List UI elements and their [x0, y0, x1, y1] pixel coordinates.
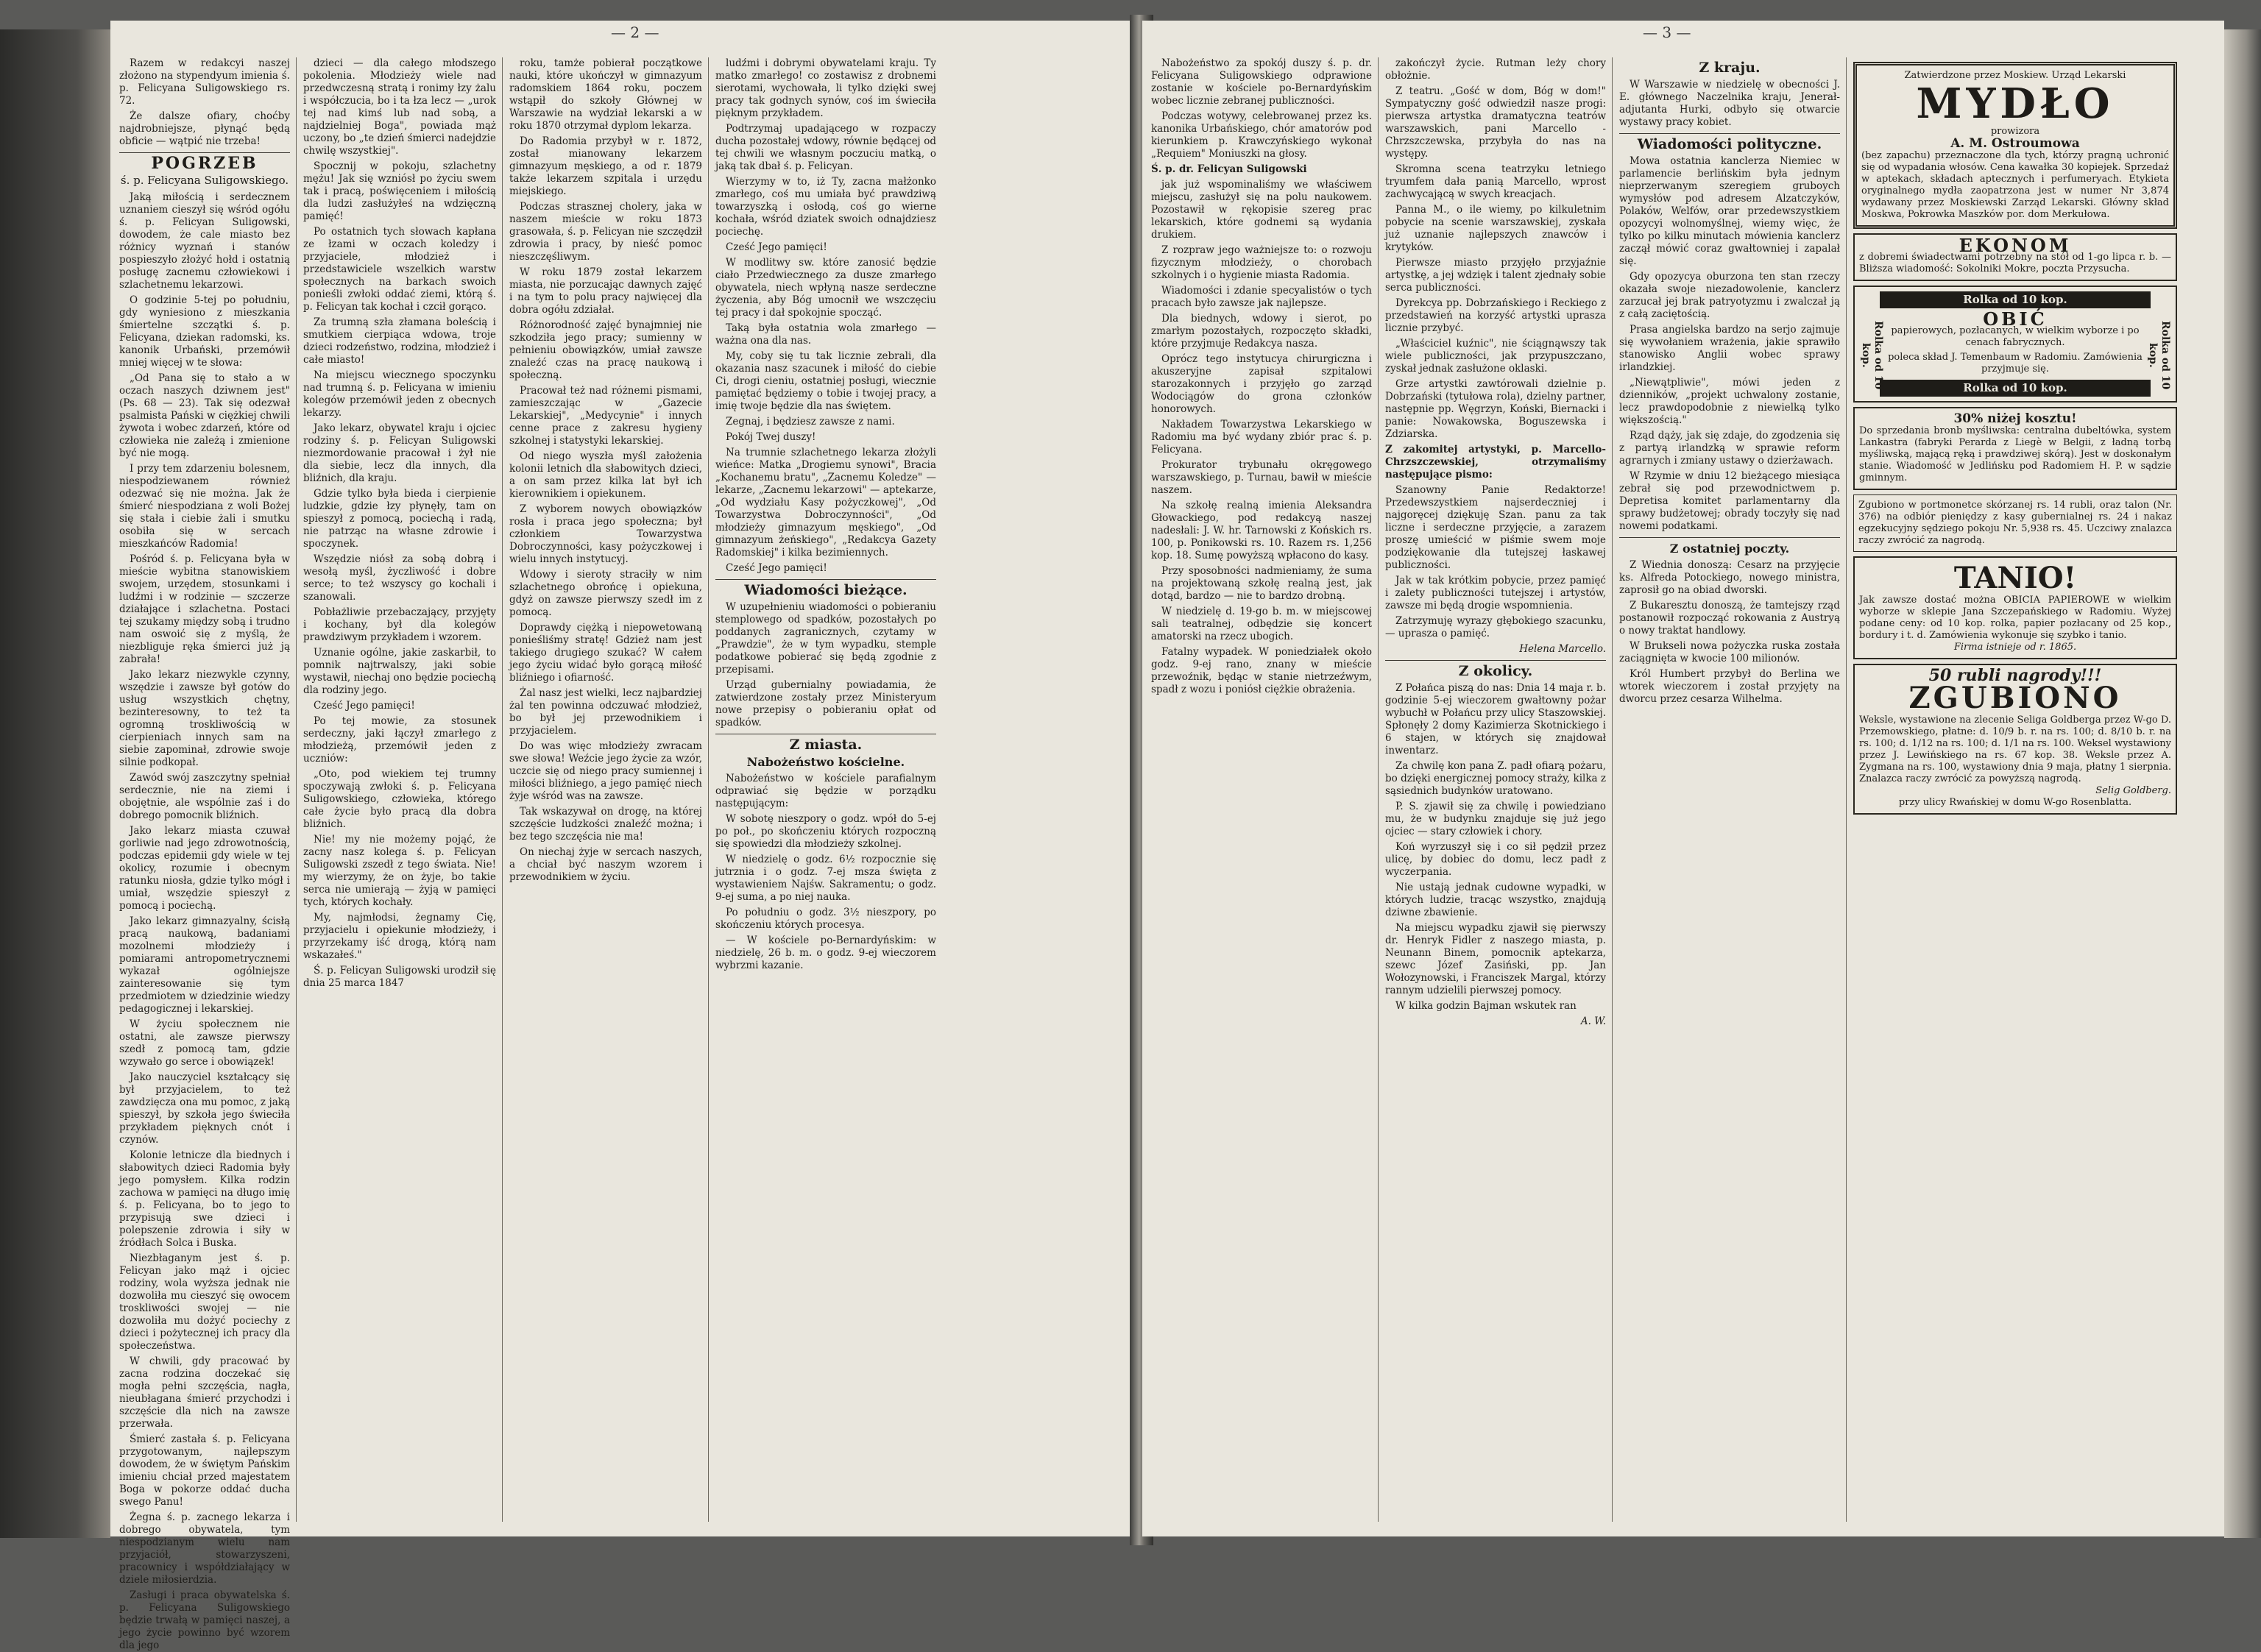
ad-steward — [1853, 233, 2177, 281]
paragraph: Z Bukaresztu donoszą, że tamtejszy rząd postanowił rozpocząć rokowania z Austryą o nowy traktat handlowy. — [1619, 600, 1840, 637]
paragraph: Śmierć zastała ś. p. Felicyana przygotowanym, najlepszym dowodem, że w świętym Pańskim imieniu chciał przed majestatem Boga w pokorze oddać ducha swego Panu! — [119, 1433, 290, 1508]
paragraph: Za trumną szła złamana boleścią i smutkiem cierpiąca wdowa, troje dzieci rodzeństwo, rodzina, młodzież i całe miasto! — [303, 316, 496, 366]
paragraph: zakończył życie. Rutman leży chory obłożnie. — [1385, 57, 1606, 82]
paragraph: Nakładem Towarzystwa Lekarskiego w Radomiu ma być wydany zbiór prac ś. p. Felicyana. — [1151, 419, 1372, 455]
paragraph: Że dalsze ofiary, choćby najdrobniejsze, płynąć będą obficie — wątpić nie trzeba! — [119, 110, 290, 147]
political-news — [1619, 155, 1840, 533]
memorial-mass-note — [1151, 57, 1372, 160]
column-rule — [502, 57, 503, 1522]
newspaper-page-left — [110, 21, 1139, 1651]
obituary-heading: Ś. p. dr. Felicyan Suligowski — [1151, 163, 1307, 175]
paragraph: Z teatru. „Gość w dom, Bóg w dom!" Sympatyczny gość odwiedził nasze progi: pierwsza artystka dramatyczna teatrów warszawskich, pani Marcello - Chrzszczewska, przybyła do nas na występy. — [1385, 85, 1606, 160]
divider — [119, 152, 290, 153]
funeral-article-continued — [303, 57, 496, 990]
book-edge-right — [2224, 29, 2261, 1538]
paragraph: My, najmłodsi, żegnamy Cię, przyjacielu i opiekunie młodzieży, i przyrzekamy iść drogą, którą nam wskazałeś." — [303, 912, 496, 961]
paragraph: Tak wskazywał on drogę, na której szczęście ludzkości znaleźć można; i bez tego szczęścia nie ma! — [509, 806, 702, 843]
ad-lost-bills-address: przy ulicy Rwańskiej w domu W-go Rosenblatta. — [1898, 797, 2132, 808]
current-news-heading: Wiadomości bieżące. — [744, 582, 907, 598]
paragraph: Pracował też nad różnemi pismami, zamieszczając w „Gazecie Lekarskiej", „Medycynie" i innych cenne prace z zakresu hygieny szkolnej i statystyki lekarskiej. — [509, 385, 702, 447]
ad-steward-title: EKONOM — [1959, 235, 2072, 256]
ad-lost-bills — [1853, 664, 2177, 815]
paragraph: Wszędzie niósł za sobą dobrą i wesołą myśl, życzliwość i dobre serce; to też wszyscy go kochali i szanowali. — [303, 553, 496, 603]
paragraph: „Oto, pod wiekiem tej trumny spoczywają zwłoki ś. p. Felicyana Suligowskiego, człowieka, którego całe życie było pracą dla dobra bliźnich. — [303, 768, 496, 830]
ad-lost-wallet — [1853, 494, 2177, 552]
paragraph: Żal nasz jest wielki, lecz najbardziej żal ten powinna odczuwać młodzież, bo był jej przewodnikiem i przyjacielem. — [509, 687, 702, 737]
paragraph: W niedzielę o godz. 6½ rozpocznie się jutrznia i o godz. 7-ej msza święta z wystawieniem Najśw. Sakramentu; o godz. 9-ej suma, a po niej nauka. — [715, 854, 936, 903]
ad-soap-sub: prowizora — [1990, 126, 2040, 137]
paragraph: Jako lekarz niezwykle czynny, wszędzie i zawsze był gotów do usług wszystkich chętny, bezinteresowny, to też ta ogromną troskliwością w cierpieniach innych sam na siebie zapominał, zdrowie swoje silnie podkopał. — [119, 669, 290, 768]
current-news — [715, 601, 936, 729]
paragraph: Do Radomia przybył w r. 1872, został mianowany lekarzem gimnazyum męskiego, a od r. 1879 także lekarzem szpitala i urzędu miejskiego. — [509, 135, 702, 197]
column-3 — [509, 57, 702, 1522]
paragraph: Pobłażliwie przebaczający, przyjęty i kochany, był dla kolegów prawdziwym przykładem i wzorem. — [303, 606, 496, 643]
paragraph: Zegnaj, i będziesz zawsze z nami. — [726, 416, 895, 428]
paragraph: Zasługi i praca obywatelska ś. p. Felicyana Suligowskiego będzie trwałą w pamięci naszej, a jego życie powinno być wzorem dla jego — [119, 1589, 290, 1651]
column-rule — [1378, 57, 1379, 1522]
paragraph: Fatalny wypadek. W poniedziałek około godz. 9-ej rano, znany w mieście przewoźnik, będąc w stanie nietrzeźwym, spadł z wozu i poniósł ciężkie obrażenia. — [1151, 646, 1372, 695]
paragraph: Po ostatnich tych słowach kapłana ze łzami w oczach koledzy i przyjaciele, młodzież i przedstawiciele wszelkich warstw społecznych na barkach swoich ponieśli zwłoki oddać ziemi, którą ś. p. Felicyan tak kochał i czcił gorąco. — [303, 226, 496, 313]
paragraph: Koń wyrzuszył się i co sił pędził przez ulicę, by dobiec do domu, lecz padł z wyczerpania. — [1385, 841, 1606, 878]
paragraph: W życiu społecznem nie ostatni, ale zawsze pierwszy szedł z pomocą tam, gdzie wzywało go serce i obowiązek! — [119, 1018, 290, 1068]
ad-wallpaper-strip-bottom: Rolka od 10 kop. — [1880, 380, 2151, 397]
page-number: — 2 — — [611, 24, 659, 41]
paragraph: Zawód swój zaszczytny spełniał serdecznie, nie na ziemi i obojętnie, ale wspólnie zaś i do dobrego pomocnik bliźnich. — [119, 772, 290, 821]
country-news — [1619, 79, 1840, 129]
paragraph: jak już wspominaliśmy we właściwem miejscu, zasłużył się na polu naukowem. Pozostawił w rękopisie szereg prac lekarskich, które godnemi są wydania drukiem. — [1151, 179, 1372, 241]
paragraph: Grze artystki zawtórowali dzielnie p. Dobrzański (tytułowa rola), dzielny partner, następnie pp. Węgrzyn, Koński, Biernacki i panie: Nowakowska, Boguszewska i Zdziarska. — [1385, 378, 1606, 440]
ad-soap — [1853, 62, 2177, 229]
ad-wallpaper-side-left: Rolka od 10 kop. — [1860, 320, 1884, 390]
paragraph: roku, tamże pobierał początkowe nauki, które ukończył w gimnazyum radomskiem 1864 roku, poczem wstąpił do szkoły Głównej w Warszawie na wydział lekarski a w roku 1870 otrzymał dyplom lekarza. — [509, 57, 702, 132]
column-rule — [708, 57, 709, 1522]
paragraph: Ś. p. Felicyan Suligowski urodził się dnia 25 marca 1847 — [303, 965, 496, 989]
paragraph: Jako lekarz miasta czuwał gorliwie nad jego zdrowotnością, podczas epidemii gdy wiele w tej okolicy, rozumie i obecnym ratunku niosła, gdzie tylko mógł i umiał, wszędzie spieszył z pomocą i pociechą. — [119, 825, 290, 912]
paragraph: Podczas wotywy, celebrowanej przez ks. kanonika Urbańskiego, chór amatorów pod kierunkiem p. Krawczyńskiego wykonał „Requiem" Moniuszki na głosy. — [1151, 110, 1372, 160]
paragraph: Jak w tak krótkim pobycie, przez pamięć i zalety publiczności tutejszej i artystów, zawsze mi będą drogie wspomnienia. — [1385, 575, 1606, 611]
column-1 — [119, 57, 290, 1651]
paragraph: Pierwsze miasto przyjęło przyjaźnie artystkę, a jej wdzięk i talent zjednały sobie serca publiczności. — [1385, 257, 1606, 294]
paragraph: Różnorodność zajęć bynajmniej nie szkodziła jego pracy; sumienny w pełnieniu obowiązków, umiał zawsze znaleźć czas na pracę naukową i społeczną. — [509, 319, 702, 381]
ad-wallpaper-side-right: Rolka od 10 kop. — [2147, 320, 2171, 390]
paragraph: O godzinie 5-tej po południu, gdy wyniesiono z mieszkania śmiertelne szczątki ś. p. Felicyana, dziekan radomski, ks. kanonik Urbański, przemówił mniej więcej w te słowa: — [119, 294, 290, 369]
newspaper-page-right — [1142, 21, 2224, 1536]
paragraph: Po tej mowie, za stosunek serdeczny, jaki łączył zmarłego z młodzieżą, przemówił jeden z uczniów: — [303, 715, 496, 765]
paragraph: Prokurator trybunału okręgowego warszawskiego, p. Turnau, bawił w mieście naszem. — [1151, 459, 1372, 496]
paragraph: „Niewątpliwie", mówi jeden z dzienników, „projekt uchwalony zostanie, lecz prawdopodobnie z niewielką tylko większością." — [1619, 377, 1840, 426]
paragraph: Dla biednych, wdowy i sierot, po zmarłym pozostałych, rozpoczęto składki, które przyjmuje Redakcya nasza. — [1151, 313, 1372, 350]
ad-cheap-text: Jak zawsze dostać można OBICIA PAPIEROWE w wielkim wyborze w sklepie Jana Szczepańskiego w Radomiu. Wyżej podane ceny: od 10 kop. rolka, papier pozłacany od 25 kop., bordury i t. d. Zamówienia wykonuje się szybko i tanio. — [1859, 595, 2171, 641]
paragraph: Po południu o godz. 3½ nieszpory, po skończeniu których procesya. — [715, 907, 936, 931]
paragraph: Oprócz tego instytucya chirurgiczna i akuszeryjne zapisał szpitalowi starozakonnych i przyjęło go zarząd Wodociągów do grona członków honorowych. — [1151, 353, 1372, 415]
divider — [1619, 133, 1840, 134]
donation-note — [119, 57, 290, 148]
region-heading: Z okolicy. — [1458, 663, 1533, 679]
paragraph: Przy sposobności nadmieniamy, że suma na projektowaną szkołę realną jest, jak dotąd, bardzo — nie to bardzo drobną. — [1151, 565, 1372, 602]
paragraph: W sobotę nieszpory o godz. wpół do 5-ej po poł., po skończeniu których rozpoczną się spowiedzi dla młodzieży szkolnej. — [715, 813, 936, 850]
local-items — [1151, 459, 1372, 696]
paragraph: Rząd dąży, jak się zdaje, do zgodzenia się z partyą irlandzką w sprawie reform agrarnych i zmiany ustawy o dzierżawach. — [1619, 430, 1840, 467]
paragraph: Nabożeństwo za spokój duszy ś. p. dr. Felicyana Suligowskiego odprawione zostanie w kościele po-Bernardyńskim wobec licznie zebranej publiczności. — [1151, 57, 1372, 107]
paragraph: Szanowny Panie Redaktorze! Przedewszystkiem najserdeczniej i najgoręcej dziękuję Szan. panu za tak liczne i serdeczne przyjęcie, a zarazem proszę umieścić w piśmie swem moje podziękowanie dla tutejszej łaskawej publiczności. — [1385, 484, 1606, 571]
ad-gun-title: 30% niżej kosztu! — [1953, 411, 2077, 426]
paragraph: ludźmi i dobrymi obywatelami kraju. Ty matko zmarłego! co zostawisz z drobnemi sierotami, wychowała, li tylko dzięki swej pracy tak godnych synów, coś im świeciła pięknym przykładem. — [715, 57, 936, 119]
paragraph: Prasa angielska bardzo na serjo zajmuje się wywołaniem wrażenia, jakie sprawiło stanowisko Anglii wobec sprawy irlandzkiej. — [1619, 324, 1840, 373]
paragraph: Gdy opozycya oburzona ten stan rzeczy okazała swoje niezadowolenie, kanclerz zarzucał jej brak patryotyzmu i zwalczał ją z całą zaciętością. — [1619, 271, 1840, 320]
column-rule — [1846, 57, 1847, 1522]
paragraph: W kilka godzin Bajman wskutek ran — [1395, 1000, 1577, 1012]
paragraph: Uznanie ogólne, jakie zaskarbił, to pomnik najtrwalszy, jaki sobie wystawił, niechaj ono będzie pociechą dla rodziny jego. — [303, 647, 496, 696]
ad-steward-text: z dobremi świadectwami potrzebny na stół od 1-go lipca r. b. — Bliższa wiadomość: Sokolniki Mokre, poczta Przysucha. — [1859, 252, 2171, 274]
paragraph: Gdzie tylko była bieda i cierpienie ludzkie, gdzie łzy płynęły, tam on spieszył z pomocą, pociechą i radą, nie patrząc na własne zdrowie i spoczynek. — [303, 488, 496, 550]
paragraph: Jako nauczyciel kształcący się był przyjacielem, to też zawdzięcza ona mu pomoc, z jaką spieszył, by szkoła jego świeciła przykładem pięknych cnót i czynów. — [119, 1071, 290, 1146]
paragraph: Z Wiednia donoszą: Cesarz na przyjęcie ks. Alfreda Potockiego, nowego ministra, zaprosił go na obiad dworski. — [1619, 559, 1840, 596]
paragraph: W modlitwy sw. które zanosić będzie ciało Przedwiecznego za dusze zmarłego obywatela, niech wpłyną nasze serdeczne życzenia, aby Bóg umocnił we wszczęciu tej pracy i dał spokojnie spocząć. — [715, 257, 936, 319]
paragraph: Jako lekarz, obywatel kraju i ojciec rodziny ś. p. Felicyan Suligowski niezmordowanie pracował i żył nie dla siebie, lecz dla innych, dla bliźnich, dla kraju. — [303, 422, 496, 484]
paragraph: Cześć Jego pamięci! — [726, 562, 827, 574]
letter-signature: Helena Marcello. — [1519, 643, 1606, 655]
paragraph: Wdowy i sieroty straciły w nim szlachetnego obrońcę i opiekuna, gdyż on zawsze pierwszy szedł im z pomocą. — [509, 569, 702, 618]
paragraph: W Warszawie w niedzielę w obecności J. E. głównego Naczelnika kraju, Jenerał-adjutanta Hurki, odbyło się otwarcie wystawy pracy kobiet. — [1619, 79, 1840, 128]
paragraph: Król Humbert przybył do Berlina we wtorek wieczorem i został przyjęty na dworcu przez cesarza Wilhelma. — [1619, 668, 1840, 705]
paragraph: W Brukseli nowa pożyczka ruska została zaciągnięta w kwocie 100 milionów. — [1619, 640, 1840, 664]
paragraph: Na szkołę realną imienia Aleksandra Głowackiego, pod redakcyą naszej nadesłali: J. W. hr. Tarnowski z Końskich rs. 100, p. Ponikowski rs. 10. Razem rs. 1,256 kop. 18. Sumę powyższą wpłacono do kasy. — [1151, 500, 1372, 561]
letter-intro: Z zakomitej artystyki, p. Marcello-Chrzszczewskiej, otrzymaliśmy następujące pismo: — [1385, 444, 1606, 481]
politics-heading: Wiadomości polityczne. — [1637, 136, 1822, 152]
column-6 — [1385, 57, 1606, 1522]
ad-wallpaper — [1853, 286, 2177, 403]
paragraph: W Rzymie w dniu 12 bieżącego miesiąca zebrał się pod przewodnictwem p. Depretisa komitet parlamentarny dla sprawy budżetowej; obrady toczyły się nad nowemi podatkami. — [1619, 470, 1840, 532]
paragraph: Doprawdy ciężką i niepowetowaną ponieśliśmy stratę! Gdzież nam jest takiego drugiego szukać? W całem jego życiu widać było gorącą miłość bliźniego i ofiarność. — [509, 622, 702, 684]
paragraph: Cześć Jego pamięci! — [726, 241, 827, 253]
paragraph: Nabożeństwo w kościele parafialnym odprawiać się będzie w porządku następującym: — [715, 773, 936, 809]
ad-soap-approval: Zatwierdzone przez Moskiew. Urząd Lekarski — [1904, 70, 2126, 81]
paragraph: Zatrzymuję wyrazy głębokiego szacunku, — uprasza o pamięć. — [1385, 615, 1606, 639]
column-5 — [1151, 57, 1372, 1522]
ad-lost-bills-sign: Selig Goldberg. — [2095, 785, 2171, 796]
paragraph: Mowa ostatnia kanclerza Niemiec w parlamencie berlińskim była jednym nieprzerwanym szeregiem gruboych wymysłów pod adresem Alzatczyków, Polaków, Welfów, orar przedewszystkiem opozycyi wolnomyślnej, wiemy więc, że tylko po kilku minutach mówienia kanclerz zaczął mówić coraz gwałtowniej i zapalał się. — [1619, 155, 1840, 267]
paragraph: Urząd gubernialny powiadamia, że zatwierdzone zostały przez Ministeryum nowe przepisy o pobieraniu opłat od spadków. — [715, 679, 936, 728]
last-post-heading: Z ostatniej poczty. — [1669, 542, 1790, 556]
paragraph: Z rozpraw jego ważniejsze to: o rozwoju fizycznym młodzieży, o chorobach szkolnych i o hygienie miasta Radomia. — [1151, 244, 1372, 281]
paragraph: Skromna scena teatrzyku letniego tryumfem dała panią Marcello, wprost zachwycającą w swych kreacjach. — [1385, 163, 1606, 200]
paragraph: Z Połańca piszą do nas: Dnia 14 maja r. b. godzinie 5-ej wieczorem gwałtowny pożar wybuchł w Połańcu przy ulicy Staszowskiej. Spłonęły 2 domy Kazimierza Skotnickiego i 6 stajen, w których się znajdował inwentarz. — [1385, 682, 1606, 756]
paragraph: — W kościele po-Bernardyńskim: w niedzielę, 26 b. m. o godz. 9-ej wieczorem wybrzmi kazanie. — [715, 935, 936, 971]
ad-wallpaper-title: OBIĆ — [1983, 308, 2048, 330]
divider — [1385, 660, 1606, 661]
column-rule — [1612, 57, 1613, 1522]
region-signature: A. W. — [1580, 1015, 1606, 1027]
last-post-news — [1619, 559, 1840, 706]
paragraph: „Od Pana się to stało a w oczach naszych dziwnem jest" (Ps. 68 — 23). Tak się odezwał psalmista Pański w ciężkiej chwili żywota i wobec zdarzeń, które od człowieka nie zależą i zmienione być nie mogą. — [119, 372, 290, 459]
paragraph: Podtrzymaj upadającego w rozpaczy ducha pozostałej wdowy, równie będącej od tej chwili we własnym poczuciu matką, o jaką tak dbał ś. p. Felicyan. — [715, 123, 936, 172]
paragraph: Za chwilę kon pana Z. padł ofiarą pożaru, bo dzięki energicznej pomocy straży, kilka z sąsiednich budynków uratowano. — [1385, 760, 1606, 797]
biography-article — [509, 57, 702, 884]
column-7 — [1619, 57, 1840, 1522]
divider — [715, 579, 936, 580]
ad-cheap-title: TANIO! — [1953, 561, 2077, 595]
paragraph: I przy tem zdarzeniu bolesnem, niespodziewanem również odezwać się nie można. Jak że śmierć niespodziana z woli Bożej się stała i ciebie żali i smutku osobiła się w sercach mieszkańców Radomia! — [119, 463, 290, 550]
paragraph: Taką była ostatnia wola zmarłego — ważna ona dla nas. — [715, 322, 936, 347]
ad-soap-title: MYDŁO — [1916, 79, 2115, 128]
paragraph: Spocznij w pokoju, szlachetny mężu! Jak się wzniósł po życiu swem tak i pracą, poświęceniem i miłością dla ludzi zasłużyłeś na wdzięczną pamięć! — [303, 160, 496, 222]
city-news — [715, 773, 936, 972]
paragraph: dzieci — dla całego młodszego pokolenia. Młodzieży wiele nad przedwczesną stratą i ronimy łzy żalu i współczucia, bo i ta łza lecz — „urok tej nad kimś lub nad sobą, a najdzielniej Boga", powiada mąż uczony, bo „te dzień śmierci nadejdzie chwilę wszystkiej". — [303, 57, 496, 157]
divider — [1619, 537, 1840, 538]
paragraph: Jaką miłością i serdecznem uznaniem cieszył się wśród ogółu ś. p. Felicyan Suligowski, dowodem, że cale miasto bez różnicy wyznań i stanów pospieszyło złożyć hołd i ostatnią posługę zacnemu człowiekowi i szlachetnemu lekarzowi. — [119, 191, 290, 291]
paragraph: Wiadomości i zdanie specyalistów o tych pracach było zawsze jak najlepsze. — [1151, 285, 1372, 309]
paragraph: Jako lekarz gimnazyalny, ścisłą pracą naukową, badaniami mozolnemi młodzieży i pomiarami antropometrycznemi wykazał ogólniejsze zainteresowanie się tym przedmiotem w dziedzinie wiedzy pedagogicznej i lekarskiej. — [119, 915, 290, 1015]
ad-soap-text: (bez zapachu) przeznaczone dla tych, którzy pragną uchronić się od wypadania włosów. Cena kawałka 30 kopiejek. Sprzedaż w aptekach, składach aptecznych i perfumeryach. Etykieta oryginalnego mydła zaopatrzona jest w numer Nr 3,874 wydawany przez Moskiewski Zarząd Lekarski. Główny skład Moskwa, Pokrowka Maszków por. dom Merkułowa. — [1861, 150, 2169, 220]
paragraph: Do was więc młodzieży zwracam swe słowa! Weźcie jego życie za wzór, uczcie się od niego pracy sumiennej i miłości bliźniego, a jego pamięć niech żyje wśród was na zawsze. — [509, 740, 702, 802]
paragraph: On niechaj żyje w sercach naszych, a chciał być naszym wzorem i przewodnikiem w życiu. — [509, 846, 702, 883]
artist-letter — [1385, 484, 1606, 640]
theatre-news — [1385, 57, 1606, 441]
paragraph: P. S. zjawił się za chwilę i powiedziano mu, że w budynku znajduje się już jego ojciec — stary człowiek i chory. — [1385, 801, 1606, 837]
paragraph: Razem w redakcyi naszej złożono na stypendyum imienia ś. p. Felicyana Suligowskiego rs. 72. — [119, 57, 290, 107]
city-news-heading: Z miasta. — [789, 737, 863, 753]
book-edge-left — [0, 29, 110, 1538]
ad-gun-text: Do sprzedania bronb myśliwska: centralna dubeltówka, system Lankastra (fabryki Perarda z Liegè w Belgii, z ładną torbą myśliwską, mającą ręką i prawdziwej skórą). Jest w doskonałym stanie. Wiadomość w Jedlińsku pod Radomiem H. P. w sądzie gminnym. — [1859, 425, 2171, 483]
paragraph: Cześć Jego pamięci! — [314, 700, 415, 712]
paragraph: Podczas strasznej cholery, jaka w naszem mieście w roku 1873 grasowała, ś. p. Felicyan nie szczędził zdrowia i pracy, by nieść pomoc nieszczęśliwym. — [509, 201, 702, 263]
paragraph: Pośród ś. p. Felicyana była w mieście wybitna stanowiskiem swojem, urzędem, stosunkami i ludźmi i w rodzinie — szczerze działające i szlachetna. Postaci tej szukamy między sobą i trudno nam oswoić się z myślą, że niezbliguje ręka śmierci już ją zabrała! — [119, 553, 290, 665]
page-number: — 3 — — [1643, 24, 1691, 41]
obituary-article — [1151, 179, 1372, 456]
funeral-subheading: ś. p. Felicyana Suligowskiego. — [120, 174, 289, 187]
funeral-article — [119, 191, 290, 1652]
paragraph: Od niego wyszła myśl założenia kolonii letnich dla słabowitych dzieci, a on sam przez kilka lat był ich kierownikiem i opiekunem. — [509, 450, 702, 500]
paragraph: My, coby się tu tak licznie zebrali, dla okazania nasz szacunek i miłość do ciebie Ci, drogi cieniu, ostatniej posługi, wiecznie pamiętać będziemy o tobie i twojej pracy, a imię twoje będzie dla nas świętem. — [715, 350, 936, 412]
paragraph: Z wyborem nowych obowiązków rosła i praca jego społeczna; był członkiem Towarzystwa Dobroczynności, kasy pożyczkowej i wielu innych instytucyj. — [509, 503, 702, 565]
funeral-heading: POGRZEB — [151, 154, 258, 173]
ad-lost-wallet-text: Zgubiono w portmonetce skórzanej rs. 14 rubli, oraz talon (Nr. 376) na odbiór pieniędzy z kasy gubernialnej rs. 24 i nakaz egzekucyjny sędziego pokoju Nr. 5,938 rs. 45. Uczciwy znalazca raczy zwrócić za nagrodą. — [1858, 500, 2172, 546]
ad-wallpaper-text: poleca skład J. Temenbaum w Radomiu. Zamówienia przyjmuje się. — [1888, 352, 2143, 375]
paragraph: Nie! my nie możemy pojąć, że zacny nasz kolega ś. p. Felicyan Suligowski zszedł z tego świata. Nie! my wierzymy, że on żyje, bo takie serca nie umierają — żyją w pamięci tych, których kochały. — [303, 834, 496, 908]
paragraph: Dyrekcya pp. Dobrzańskiego i Reckiego z przedstawień na korzyść artystki uprasza licznie przybyć. — [1385, 297, 1606, 334]
ad-lost-bills-title: ZGUBIONO — [1908, 681, 2122, 715]
paragraph: W niedzielę d. 19-go b. m. w miejscowej sali teatralnej, odbędzie się koncert amatorski na rzecz ubogich. — [1151, 606, 1372, 642]
paragraph: Niezbłaganym jest ś. p. Felicyan jako mąż i ojciec rodziny, wola wyższa jednak nie dozwoliła mu cieszyć się owocem troskliwości swojej — nie dozwoliła mu dożyć pociechy z dzieci i pożytecznej ich pracy dla społeczeństwa. — [119, 1252, 290, 1352]
paragraph: Na miejscu wypadku zjawił się pierwszy dr. Henryk Fidler z naszego miasta, p. Neunann Binem, pomocnik aptekarza, szewc Józef Zasiński, pp. Jan Wołozynowski, i Franciszek Margal, którzy rannym udzielili pierwszej pomocy. — [1385, 922, 1606, 996]
region-news — [1385, 682, 1606, 1013]
column-rule — [296, 57, 297, 1522]
ad-cheap — [1853, 556, 2177, 659]
eulogy-article — [715, 57, 936, 575]
ad-wallpaper-strip: Rolka od 10 kop. — [1880, 291, 2151, 308]
column-4 — [715, 57, 936, 1522]
ad-gun — [1853, 407, 2177, 490]
ad-soap-maker: A. M. Ostroumowa — [1950, 136, 2080, 151]
ad-lost-bills-reward: 50 rubli nagrody!!! — [1928, 666, 2102, 685]
paragraph: Pokój Twej duszy! — [726, 431, 816, 443]
church-services-heading: Nabożeństwo kościelne. — [746, 755, 905, 769]
paragraph: Panna M., o ile wiemy, po kilkuletnim pobycie na scenie warszawskiej, zyskała już uznanie najlepszych znawców i krytyków. — [1385, 204, 1606, 253]
paragraph: Nie ustają jednak cudowne wypadki, w których ludzie, tracąc wszystko, znajdują dziwne zbawienie. — [1385, 882, 1606, 918]
paragraph: Wierzymy w to, iż Ty, zacna małżonko zmarłego, coś mu umiała być prawdziwą towarzyszką i osłodą, coś go wierne kochała, wśród dziatek swoich odnajdziesz pociechę. — [715, 176, 936, 238]
paragraph: W roku 1879 został lekarzem miasta, nie porzucając dawnych zajęć i na tym to polu pracy najwięcej dla dobra ogółu zdziałał. — [509, 266, 702, 316]
column-2 — [303, 57, 496, 1522]
paragraph: Żegna ś. p. zacnego lekarza i dobrego obywatela, tym niespodzianym wielu nam przyjaciół, stowarzyszeni, pracownicy i współdziałający w dziele miłosierdzia. — [119, 1511, 290, 1586]
paragraph: W chwili, gdy pracować by zacna rodzina doczekać się mogła pełni szczęścia, nagła, nieubłagana śmierć przychodzi i szczęście dla nich na zawsze przerwała. — [119, 1355, 290, 1430]
ad-wallpaper-sub: papierowych, pozłacanych, w wielkim wyborze i po cenach fabrycznych. — [1891, 325, 2140, 348]
paragraph: Kolonie letnicze dla biednych i słabowitych dzieci Radomia były jego pomysłem. Kilka rodzin zachowa w pamięci na długo imię ś. p. Felicyana, bo to jego to przypisują swe dzieci i polepszenie zdrowia i siły w źródłach Solca i Buska. — [119, 1149, 290, 1249]
ad-cheap-footer: Firma istnieje od r. 1865. — [1953, 642, 2077, 653]
advertisements-column — [1853, 57, 2177, 1522]
paragraph: „Właściciel kuźnic", nie ściągnąwszy tak wiele publiczności, jak przypuszczano, zyskał jednak zasłużone oklaski. — [1385, 338, 1606, 375]
paragraph: Na trumnie szlachetnego lekarza złożyli wieńce: Matka „Drogiemu synowi", Bracia „Kochanemu bratu", „Zacnemu Koledze" — lekarze, „Zacnemu lekarzowi" — aptekarze, „Od wydziału Kasy pożyczkowej", „Od Towarzystwa Dobroczynności", „Od młodzieży gimnazyum męskiego", „Od gimnazyum żeńskiego", „Redakcya Gazety Radomskiej" i kilka bezimiennych. — [715, 447, 936, 559]
paragraph: Na miejscu wiecznego spoczynku nad trumną ś. p. Felicyana w imieniu kolegów przemówił jeden z obecnych lekarzy. — [303, 369, 496, 419]
ad-lost-bills-text: Weksle, wystawione na zlecenie Seliga Goldberga przez W-go D. Przemowskiego, płatne: d. 10/9 b. r. na rs. 100; d. 8/10 b. r. na rs. 100; d. 1/12 na rs. 100; d. 1/1 na rs. 100. Weksel wystawiony przez J. Lewińskiego na rs. 67 kop. 38. Weksle przez A. Zygmana na rs. 100, wystawiony dnia 9 maja, płatny 1 sierpnia. Znalazca raczy zwrócić za powyższą nagrodą. — [1859, 715, 2171, 784]
paragraph: W uzupełnieniu wiadomości o pobieraniu stemplowego od spadków, pozostałych po poddanych zagranicznych, czytamy w „Prawdzie", że w tym wypadku, stemple podatkowe pobierać się będą zgodnie z przepisami. — [715, 601, 936, 676]
country-heading: Z kraju. — [1699, 60, 1761, 76]
